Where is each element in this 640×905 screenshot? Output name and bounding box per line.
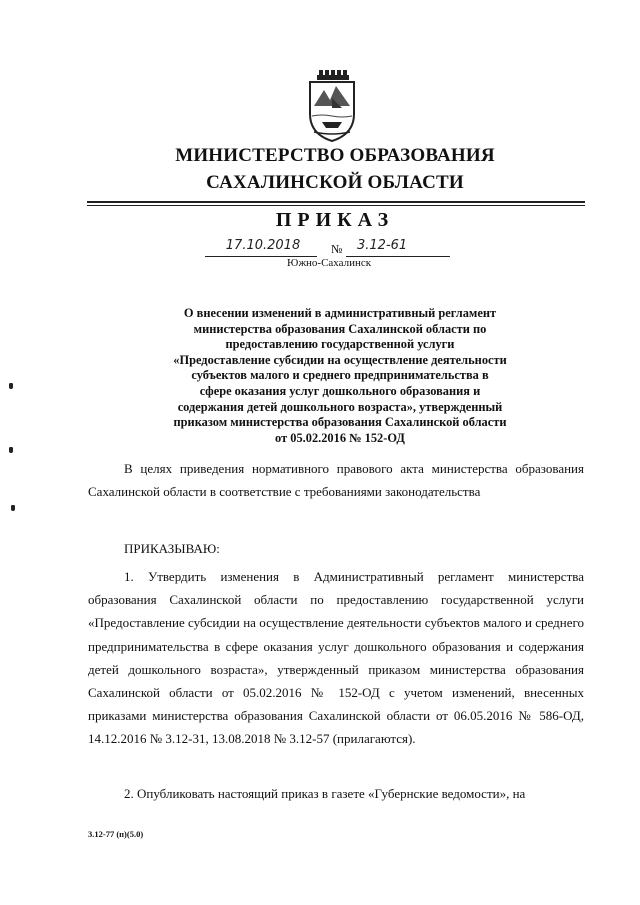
ministry-name-line1: МИНИСТЕРСТВО ОБРАЗОВАНИЯ [175, 145, 495, 166]
heading-line: сфере оказания услуг дошкольного образования и [199, 383, 481, 398]
heading-line: содержания детей дошкольного возраста», утвержденный [177, 399, 503, 414]
order-item-1: 1. Утвердить изменения в Административный регламент министерства образования Сахалинской области по предоставлению государственной услуги «Предоставление субсидии на осуществление деятельности субъектов малого и среднего предпринимательства в сфере оказания услуг дошкольного образования и содержания детей дошкольного возраста», утвержденный приказом министерства образования Сахалинской области от 05.02.2016 № 152-ОД с учетом изменений, внесенных приказами министерства образования Сахалинской области от 06.05.2016 № 586-ОД, 14.12.2016 № 3.12-31, 13.08.2018 № 3.12-57 (прилагаются). [88, 569, 584, 747]
binding-hole-mark [9, 447, 13, 453]
sakhalin-coat-of-arms-icon [302, 70, 362, 142]
header-rule-thick [87, 201, 585, 203]
heading-line: приказом министерства образования Сахалинской области [173, 415, 507, 430]
heading-line: от 05.02.2016 № 152-ОД [275, 430, 405, 445]
ministry-name-line2: САХАЛИНСКОЙ ОБЛАСТИ [206, 172, 464, 193]
preamble-paragraph: В целях приведения нормативного правового акта министерства образования Сахалинской области в соответствие с требованиями законодательства [88, 461, 584, 500]
binding-hole-mark [9, 383, 13, 389]
issue-city: Южно-Сахалинск [287, 257, 372, 269]
document-title: ПРИКАЗ [275, 209, 395, 231]
order-item-2: 2. Опубликовать настоящий приказ в газете «Губернские ведомости», на [124, 786, 526, 801]
order-date: 17.10.2018 [225, 238, 301, 253]
heading-line: предоставлению государственной услуги [225, 337, 455, 352]
number-sign: № [331, 242, 343, 256]
heading-line: субъектов малого и среднего предпринимательства в [191, 368, 489, 383]
order-heading [140, 306, 540, 446]
binding-hole-mark [11, 505, 15, 511]
heading-line: О внесении изменений в административный регламент [183, 306, 497, 320]
header-rule-thin [87, 205, 585, 206]
order-number: 3.12-61 [357, 238, 408, 253]
heading-line: министерства образования Сахалинской области по [193, 321, 487, 336]
orders-keyword: ПРИКАЗЫВАЮ: [124, 541, 220, 556]
heading-line: «Предоставление субсидии на осуществление деятельности [173, 352, 507, 367]
footer-form-code: 3.12-77 (п)(5.0) [88, 829, 144, 839]
